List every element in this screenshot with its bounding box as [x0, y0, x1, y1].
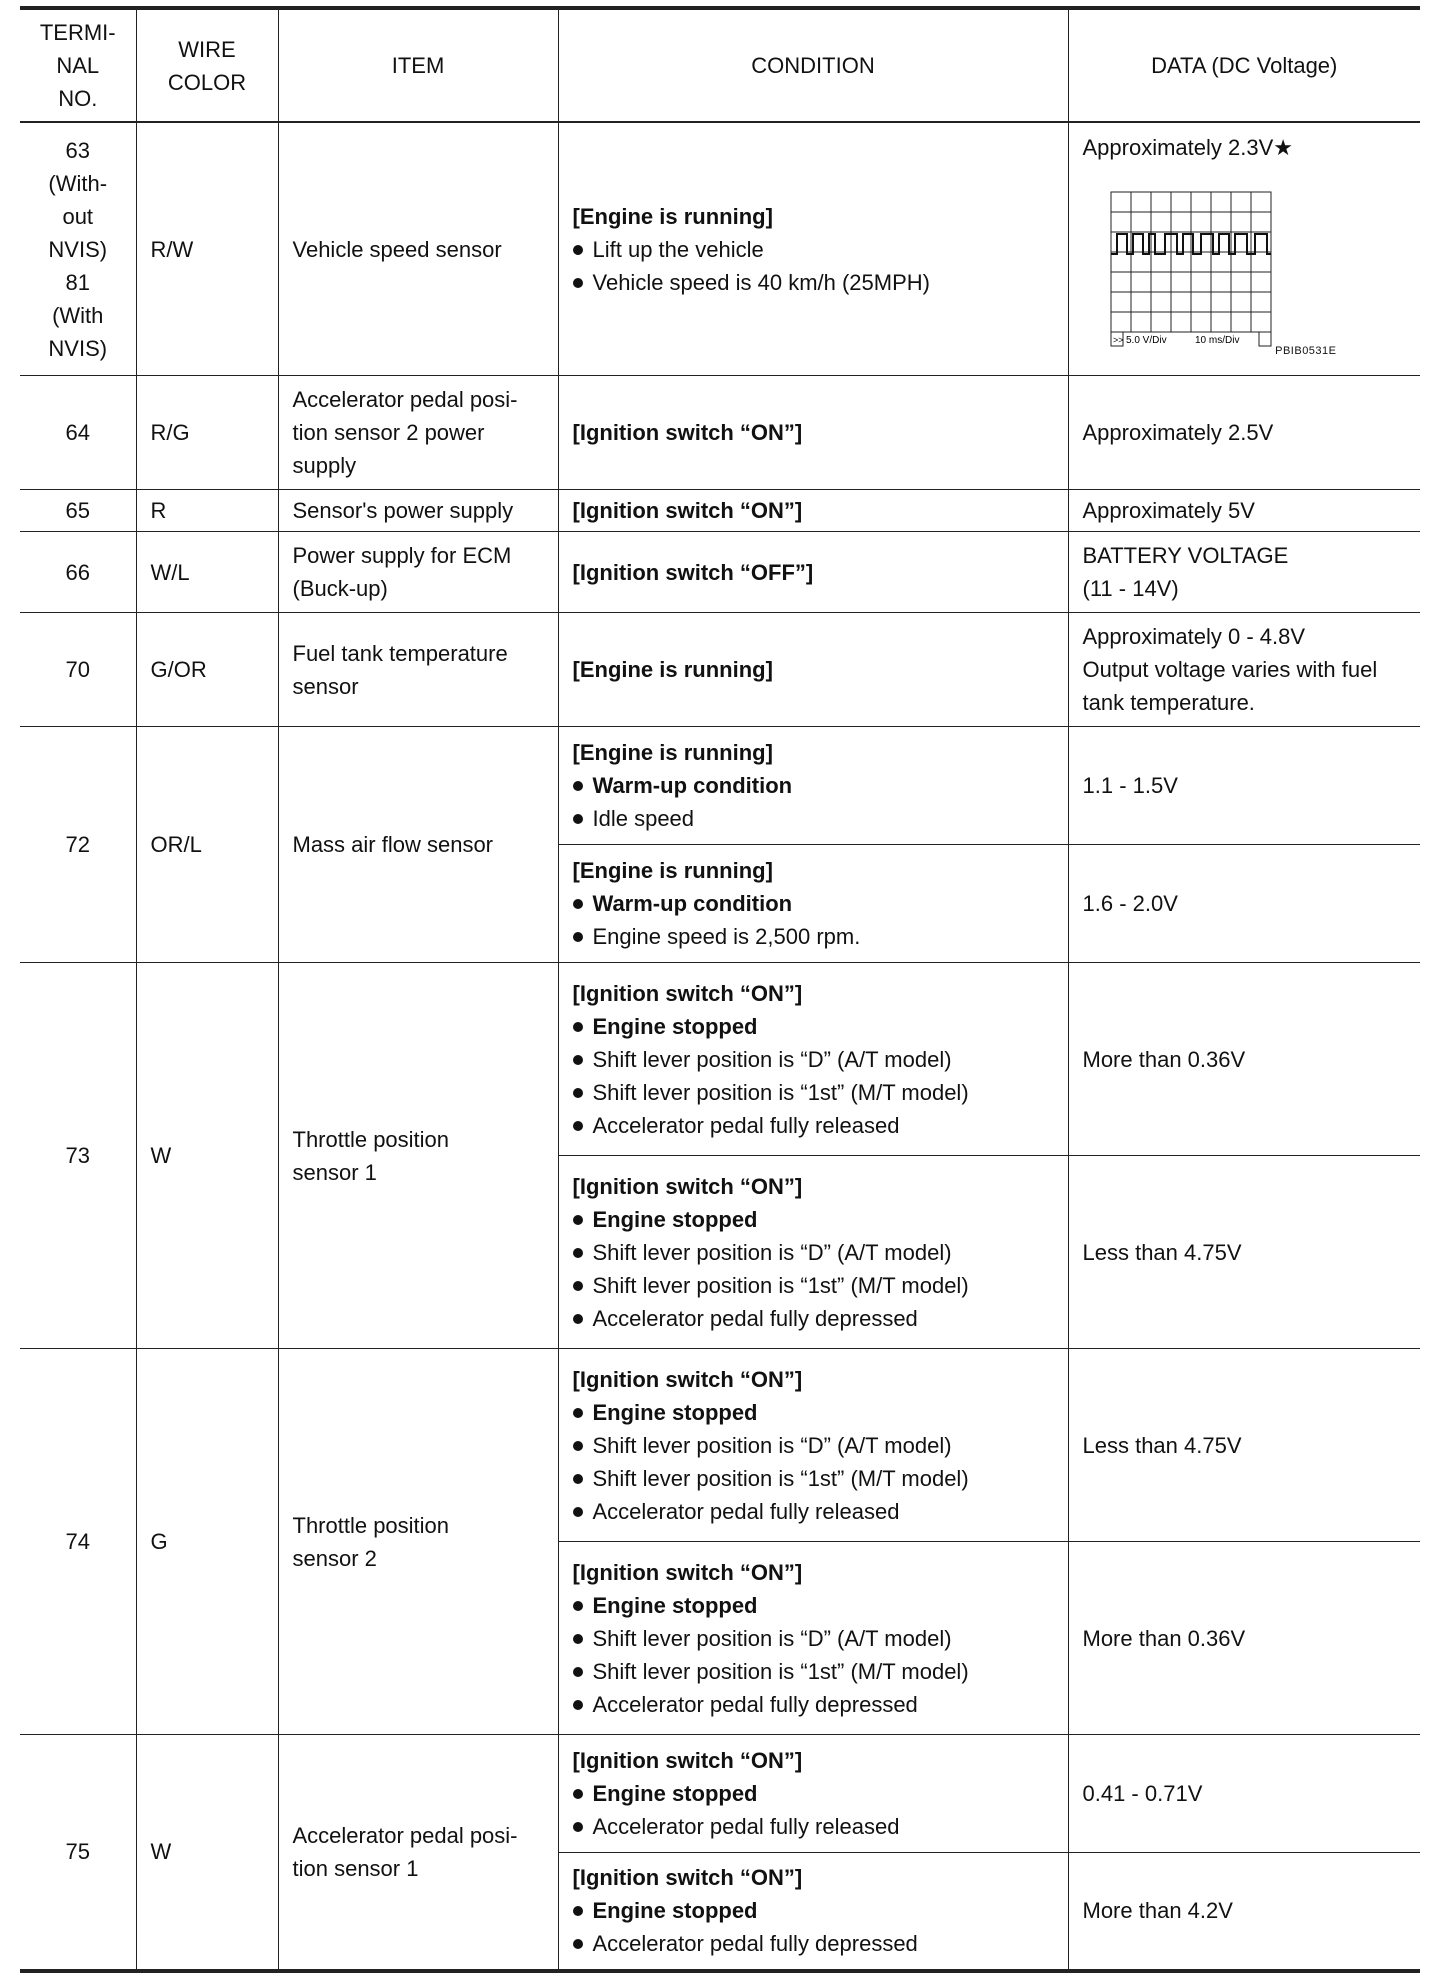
condition-item: Engine stopped	[573, 1779, 1054, 1808]
data-cell: More than 0.36V	[1068, 1542, 1420, 1735]
table-row	[20, 376, 1420, 490]
condition-item: Engine stopped	[573, 1398, 1054, 1427]
data-cell: 0.41 - 0.71V	[1068, 1735, 1420, 1853]
condition-item: Warm-up condition	[573, 771, 1054, 800]
terminal-line: 81	[65, 269, 90, 295]
data-cell: 1.6 - 2.0V	[1068, 845, 1420, 963]
data-line: Output voltage varies with fuel	[1082, 657, 1378, 682]
terminal-cell	[20, 122, 136, 376]
star-icon: ★	[1273, 135, 1293, 160]
condition-cell	[558, 1735, 1068, 1853]
item-line: Throttle position	[292, 1512, 450, 1538]
condition-cell	[558, 963, 1068, 1156]
terminal-cell: 66	[20, 532, 136, 613]
condition-cell	[558, 1349, 1068, 1542]
data-cell: Less than 4.75V	[1068, 1156, 1420, 1349]
condition-item: Shift lever position is “1st” (M/T model)	[573, 1271, 1054, 1300]
data-value: Approximately 2.3V	[1082, 135, 1274, 160]
data-cell: Less than 4.75V	[1068, 1349, 1420, 1542]
condition-item: Lift up the vehicle	[573, 235, 1054, 264]
terminal-line: NVIS)	[48, 236, 108, 262]
condition-header: [Engine is running]	[572, 203, 773, 229]
condition-header: [Engine is running]	[572, 858, 773, 883]
header-wire-line: COLOR	[167, 69, 247, 95]
table-row	[20, 532, 1420, 613]
condition-item: Engine stopped	[573, 1591, 1054, 1620]
wire-color-cell: W	[136, 1735, 278, 1971]
terminal-line: (With	[52, 302, 104, 328]
header-terminal-line: NAL	[56, 53, 100, 78]
terminal-cell: 74	[20, 1349, 136, 1735]
table-row	[20, 122, 1420, 376]
terminal-cell: 65	[20, 490, 136, 532]
terminal-cell: 70	[20, 613, 136, 727]
item-line: sensor 1	[292, 1159, 377, 1185]
data-cell	[1068, 122, 1420, 376]
terminal-table-container	[20, 6, 1420, 1973]
header-condition: CONDITION	[558, 8, 1068, 122]
data-line: (11 - 14V)	[1082, 576, 1179, 601]
condition-item: Engine stopped	[573, 1205, 1054, 1234]
item-cell	[278, 963, 558, 1349]
condition-header: [Engine is running]	[572, 740, 773, 765]
item-line: Accelerator pedal posi-	[292, 387, 518, 412]
condition-item: Accelerator pedal fully depressed	[573, 1690, 1054, 1719]
terminal-cell: 75	[20, 1735, 136, 1971]
condition-header: [Ignition switch “OFF”]	[572, 559, 814, 585]
condition-cell	[558, 122, 1068, 376]
terminal-cell: 73	[20, 963, 136, 1349]
item-line: supply	[292, 453, 357, 478]
condition-header: [Ignition switch “ON”]	[572, 1366, 803, 1392]
condition-item: Shift lever position is “1st” (M/T model)	[573, 1078, 1054, 1107]
condition-item: Shift lever position is “D” (A/T model)	[573, 1624, 1054, 1653]
item-cell: Sensor's power supply	[278, 490, 558, 532]
condition-header: [Ignition switch “ON”]	[572, 1748, 803, 1773]
wire-color-cell: R/W	[136, 122, 278, 376]
table-row	[20, 1349, 1420, 1542]
condition-header: [Ignition switch “ON”]	[572, 1173, 803, 1199]
item-line: Fuel tank temperature	[292, 640, 508, 666]
condition-item: Accelerator pedal fully released	[573, 1812, 1054, 1841]
item-cell	[278, 532, 558, 613]
data-cell: More than 0.36V	[1068, 963, 1420, 1156]
scope-marker: >>	[1112, 335, 1124, 345]
table-header-row	[20, 8, 1420, 122]
condition-cell	[558, 613, 1068, 727]
condition-item: Idle speed	[573, 804, 1054, 833]
ecm-terminal-table	[20, 6, 1420, 1973]
item-line: tion sensor 1	[292, 1855, 419, 1881]
item-line: sensor	[292, 673, 359, 699]
condition-cell	[558, 1542, 1068, 1735]
condition-header: [Ignition switch “ON”]	[572, 1865, 803, 1891]
condition-item: Engine stopped	[573, 1012, 1054, 1041]
data-cell: Approximately 5V	[1068, 490, 1420, 532]
data-line: tank temperature.	[1082, 690, 1255, 715]
item-cell	[278, 376, 558, 490]
item-line: Accelerator pedal posi-	[292, 1822, 518, 1848]
table-row	[20, 727, 1420, 845]
condition-item: Shift lever position is “1st” (M/T model)	[573, 1464, 1054, 1493]
scope-time-div: 10 ms/Div	[1194, 335, 1239, 346]
condition-cell	[558, 490, 1068, 532]
condition-item: Shift lever position is “D” (A/T model)	[573, 1431, 1054, 1460]
data-cell: Approximately 2.5V	[1068, 376, 1420, 490]
wire-color-cell: G/OR	[136, 613, 278, 727]
terminal-line: out	[62, 203, 94, 229]
condition-cell	[558, 532, 1068, 613]
table-row	[20, 963, 1420, 1156]
condition-cell	[558, 727, 1068, 845]
terminal-line: NVIS)	[48, 335, 108, 361]
table-row	[20, 613, 1420, 727]
condition-header: [Ignition switch “ON”]	[572, 1559, 803, 1585]
condition-cell	[558, 376, 1068, 490]
wire-color-cell: OR/L	[136, 727, 278, 963]
table-row	[20, 1735, 1420, 1853]
condition-cell	[558, 845, 1068, 963]
header-data: DATA (DC Voltage)	[1068, 8, 1420, 122]
header-item: ITEM	[278, 8, 558, 122]
item-cell	[278, 1349, 558, 1735]
condition-item: Accelerator pedal fully depressed	[573, 1929, 1054, 1958]
item-line: tion sensor 2 power	[292, 420, 485, 445]
condition-cell	[558, 1156, 1068, 1349]
wire-color-cell: W	[136, 963, 278, 1349]
data-cell	[1068, 613, 1420, 727]
wire-color-cell: R/G	[136, 376, 278, 490]
figure-code: PBIB0531E	[1275, 345, 1337, 357]
header-terminal-line: TERMI-	[39, 20, 116, 45]
table-row	[20, 490, 1420, 532]
wire-color-cell: R	[136, 490, 278, 532]
data-line: BATTERY VOLTAGE	[1082, 543, 1289, 568]
item-line: (Buck-up)	[292, 576, 388, 601]
data-line: Approximately 0 - 4.8V	[1082, 624, 1306, 649]
item-line: Power supply for ECM	[292, 543, 512, 568]
condition-item: Vehicle speed is 40 km/h (25MPH)	[573, 268, 1054, 297]
wire-color-cell: W/L	[136, 532, 278, 613]
item-cell	[278, 1735, 558, 1971]
item-cell: Vehicle speed sensor	[278, 122, 558, 376]
data-cell: More than 4.2V	[1068, 1853, 1420, 1971]
wire-color-cell: G	[136, 1349, 278, 1735]
header-wire-line: WIRE	[178, 36, 236, 62]
item-line: Throttle position	[292, 1126, 450, 1152]
data-cell: 1.1 - 1.5V	[1068, 727, 1420, 845]
terminal-cell: 72	[20, 727, 136, 963]
condition-item: Warm-up condition	[573, 889, 1054, 918]
item-line: sensor 2	[292, 1545, 377, 1571]
condition-header: [Ignition switch “ON”]	[572, 498, 803, 523]
condition-item: Shift lever position is “1st” (M/T model)	[573, 1657, 1054, 1686]
condition-item: Shift lever position is “D” (A/T model)	[573, 1045, 1054, 1074]
condition-header: [Engine is running]	[572, 657, 773, 682]
terminal-line: (With-	[48, 170, 108, 196]
oscilloscope-figure	[1083, 170, 1343, 370]
condition-item: Accelerator pedal fully released	[573, 1497, 1054, 1526]
condition-header: [Ignition switch “ON”]	[572, 420, 803, 445]
scope-volt-div: 5.0 V/Div	[1125, 335, 1167, 346]
terminal-cell: 64	[20, 376, 136, 490]
header-terminal-no	[20, 8, 136, 122]
item-cell: Mass air flow sensor	[278, 727, 558, 963]
header-terminal-line: NO.	[58, 86, 98, 111]
condition-item: Shift lever position is “D” (A/T model)	[573, 1238, 1054, 1267]
condition-item: Accelerator pedal fully depressed	[573, 1304, 1054, 1333]
condition-item: Engine speed is 2,500 rpm.	[573, 922, 1054, 951]
data-cell	[1068, 532, 1420, 613]
item-cell	[278, 613, 558, 727]
header-wire-color	[136, 8, 278, 122]
condition-header: [Ignition switch “ON”]	[572, 980, 803, 1006]
condition-item: Accelerator pedal fully released	[573, 1111, 1054, 1140]
condition-cell	[558, 1853, 1068, 1971]
condition-item: Engine stopped	[573, 1896, 1054, 1925]
terminal-line: 63	[65, 137, 90, 163]
